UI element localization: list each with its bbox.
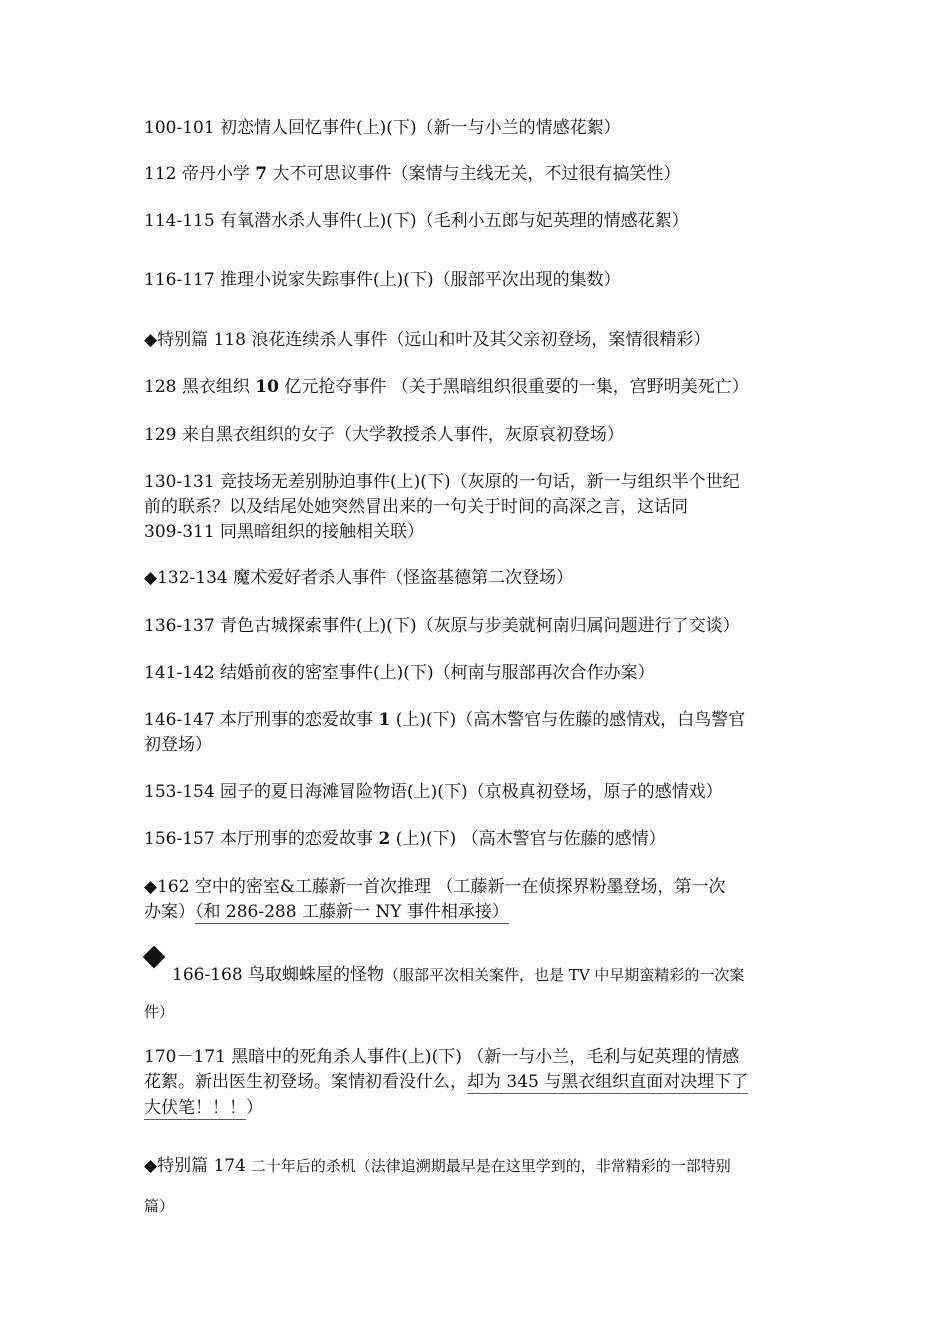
entry-text: 170－171 黑暗中的死角杀人事件(上)(下) （新一与小兰，毛利与妃英理的情感 [144,1047,740,1067]
entry-text: 116-117 推理小说家失踪事件(上)(下)（服部平次出现的集数） [144,270,621,290]
entry-156-157 [144,827,666,851]
entry-text: 篇） [144,1197,175,1215]
entry-text: 130-131 竞技场无差别胁迫事件(上)(下)（灰原的一句话，新一与组织半个世纪 [144,472,740,492]
entry-text: 309-311 同黑暗组织的接触相关联） [144,522,425,542]
entry-text: 112 帝丹小学 [144,164,256,184]
entry-text: 129 来自黑衣组织的女子（大学教授杀人事件，灰原哀初登场） [144,425,624,445]
underlined-note: 却为 345 与黑衣组织直面对决埋下了 [467,1072,749,1092]
entry-130-131-line3 [144,520,424,544]
entry-text: 前的联系？以及结尾处她突然冒出来的一句关于时间的高深之言，这话同 [144,497,688,517]
entry-number: 10 [255,377,279,397]
entry-170-171-line3 [144,1096,263,1120]
entry-text: 146-147 本厅刑事的恋爱故事 [144,710,379,730]
entry-166-168-line2 [144,1000,174,1024]
entry-136-137 [144,614,740,638]
entry-text: 大不可思议事件（案情与主线无关，不过很有搞笑性） [267,164,681,184]
entry-note: 二十年后的杀机（法律追溯期最早是在这里学到的，非常精彩的一部特别 [245,1157,731,1175]
entry-128 [144,375,749,399]
entry-text: (上)(下) （高木警官与佐藤的感情） [390,829,666,849]
entry-text: 166-168 鸟取蜘蛛屋的怪物 [172,965,385,985]
underlined-note: 大伏笔！！！ [144,1098,246,1118]
entry-text: 100-101 初恋情人回忆事件(上)(下)（新一与小兰的情感花絮） [144,118,621,138]
entry-text: ◆132-134 魔术爱好者杀人事件（怪盗基德第二次登场） [144,568,574,588]
entry-text: 亿元抢夺事件 （关于黑暗组织很重要的一集，宫野明美死亡） [278,377,749,397]
entry-112 [144,162,681,186]
entry-text: ） [246,1098,263,1118]
entry-text: 153-154 园子的夏日海滩冒险物语(上)(下)（京极真初登场，原子的感情戏） [144,782,723,802]
entry-166-168-line1 [172,963,744,987]
entry-174-line1 [144,1154,731,1178]
entry-114-115 [144,209,689,233]
entry-text: 114-115 有氧潜水杀人事件(上)(下)（毛利小五郎与妃英理的情感花絮） [144,211,689,231]
entry-text: 花絮。新出医生初登场。案情初看没什么， [144,1072,467,1092]
entry-116-117 [144,268,621,292]
entry-170-171-line1 [144,1045,739,1069]
entry-number: 7 [255,164,268,184]
entry-text: (上)(下)（高木警官与佐藤的感情戏，白鸟警官 [390,710,746,730]
entry-note: （服部平次相关案件，也是 TV 中早期蛮精彩的一次案 [384,966,745,984]
entry-100-101 [144,116,621,140]
underlined-note: （和 286-288 工藤新一 NY 事件相承接） [195,902,509,922]
entry-text: 128 黑衣组织 [144,377,256,397]
entry-text: 件） [144,1003,175,1021]
entry-162-line1 [144,875,725,899]
entry-174-line2 [144,1194,174,1218]
entry-153-154 [144,780,723,804]
entry-129 [144,423,624,447]
entry-text: ◆特别篇 174 [144,1156,246,1176]
entry-number: 1 [378,710,391,730]
entry-130-131-line2 [144,495,688,519]
entry-118 [144,328,710,352]
entry-number: 2 [378,829,391,849]
entry-text: 初登场） [144,735,212,755]
bullet-diamond-icon [143,946,166,969]
entry-141-142 [144,661,655,685]
entry-text: ◆162 空中的密室&工藤新一首次推理 （工藤新一在侦探界粉墨登场，第一次 [144,877,726,897]
entry-130-131-line1 [144,470,740,494]
entry-text: ◆特别篇 118 浪花连续杀人事件（远山和叶及其父亲初登场，案情很精彩） [144,330,711,350]
entry-146-147-line2 [144,733,212,757]
entry-text: 136-137 青色古城探索事件(上)(下)（灰原与步美就柯南归属问题进行了交谈） [144,616,740,636]
entry-132-134 [144,566,573,590]
entry-162-line2 [144,900,509,924]
entry-170-171-line2 [144,1070,748,1094]
entry-text: 办案） [144,902,195,922]
entry-text: 141-142 结婚前夜的密室事件(上)(下)（柯南与服部再次合作办案） [144,663,655,683]
entry-146-147-line1 [144,708,745,732]
entry-text: 156-157 本厅刑事的恋爱故事 [144,829,379,849]
